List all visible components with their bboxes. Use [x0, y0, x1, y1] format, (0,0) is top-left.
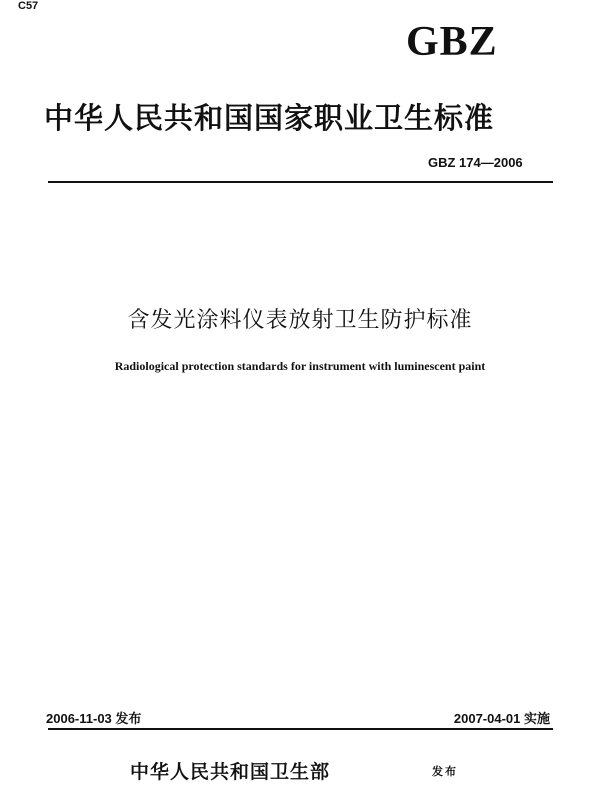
standard-category: 中华人民共和国国家职业卫生标准: [44, 101, 495, 135]
document-title-en: Radiological protection standards for instrument with luminescent paint: [114, 359, 486, 373]
header-divider: [48, 181, 553, 183]
standard-number: GBZ 174—2006: [428, 155, 523, 170]
issue-date: 2006-11-03 发布: [46, 711, 142, 726]
issuing-suffix: 发布: [432, 765, 458, 778]
gbz-mark: GBZ: [406, 19, 498, 65]
implementation-date: 2007-04-01 实施: [453, 711, 550, 726]
document-title-zh: 含发光涂料仪表放射卫生防护标准: [127, 308, 473, 333]
ccs-code: C57: [18, 0, 39, 12]
issuing-authority: 中华人民共和国卫生部: [130, 761, 331, 783]
footer-divider: [48, 728, 553, 730]
